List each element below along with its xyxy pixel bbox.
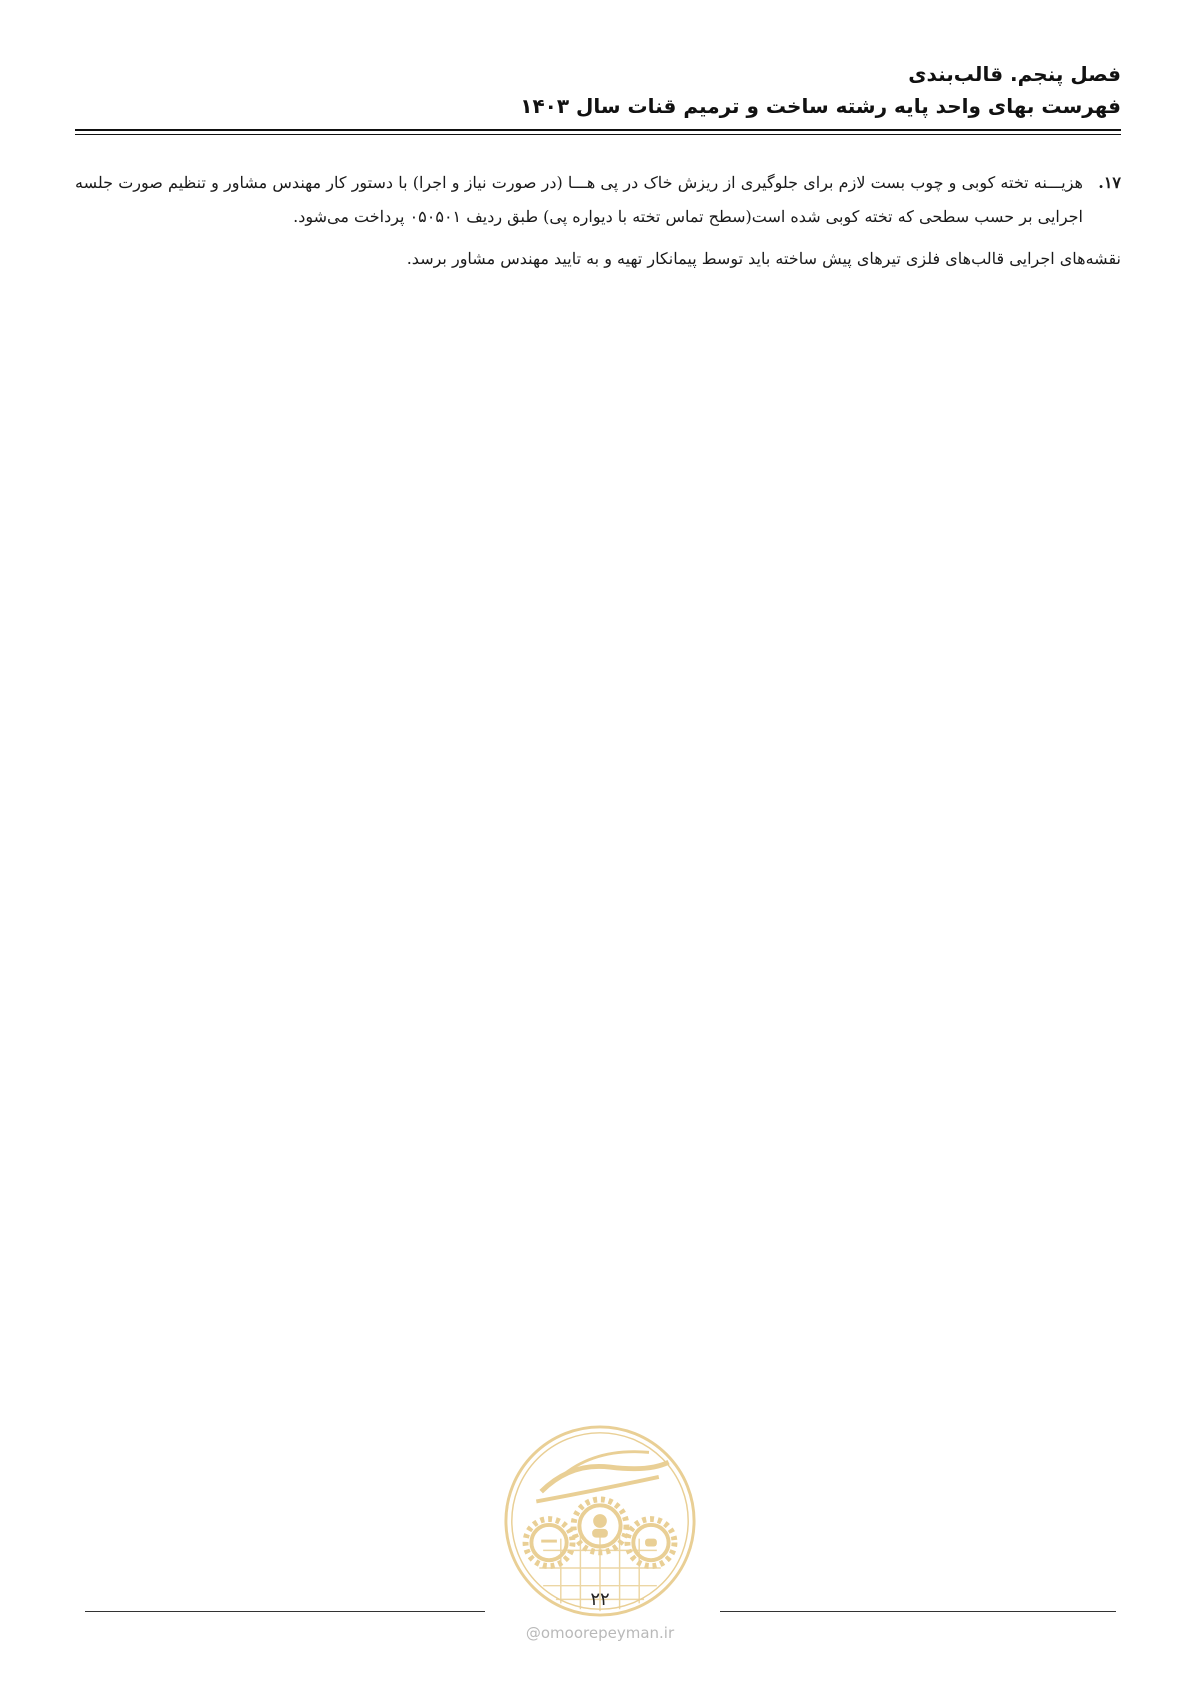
list-item-17: [75, 166, 1121, 234]
page-number: ۲۲: [590, 1589, 610, 1610]
site-watermark[interactable]: @omoorepeyman.ir: [525, 1624, 675, 1642]
page-content: [75, 166, 1121, 276]
body-paragraph: نقشه‌های اجرایی قالب‌های فلزی تیرهای پیش ساخته باید توسط پیمانکار تهیه و به تایید مهندس مشاور برسد.: [406, 249, 1121, 268]
footer-rule-right: [720, 1611, 1116, 1612]
header-rule-thick: [75, 129, 1121, 131]
footer-rule-left: [85, 1611, 485, 1612]
list-item-number: ۱۷.: [1098, 173, 1121, 192]
chapter-title: فصل پنجم. قالب‌بندی: [908, 62, 1121, 86]
list-item-text: هزیـــنه تخته کوبی و چوب بست لازم برای جلوگیری از ریزش خاک در پی هـــا (در صورت نیاز و اجرا) با دستور کار مهندس مشاور و تنظیم صورت جلسه اجرایی بر حسب سطحی که تخته کوبی شده است(سطح تماس تخته با دیواره پی) طبق ردیف ۰۵۰۵۰۱ پرداخت می‌شود.: [75, 173, 1083, 226]
header-rule-thin: [75, 134, 1121, 135]
page-header: [75, 58, 1121, 122]
document-title: فهرست بهای واحد پایه رشته ساخت و ترمیم قنات سال ۱۴۰۳: [520, 94, 1121, 118]
